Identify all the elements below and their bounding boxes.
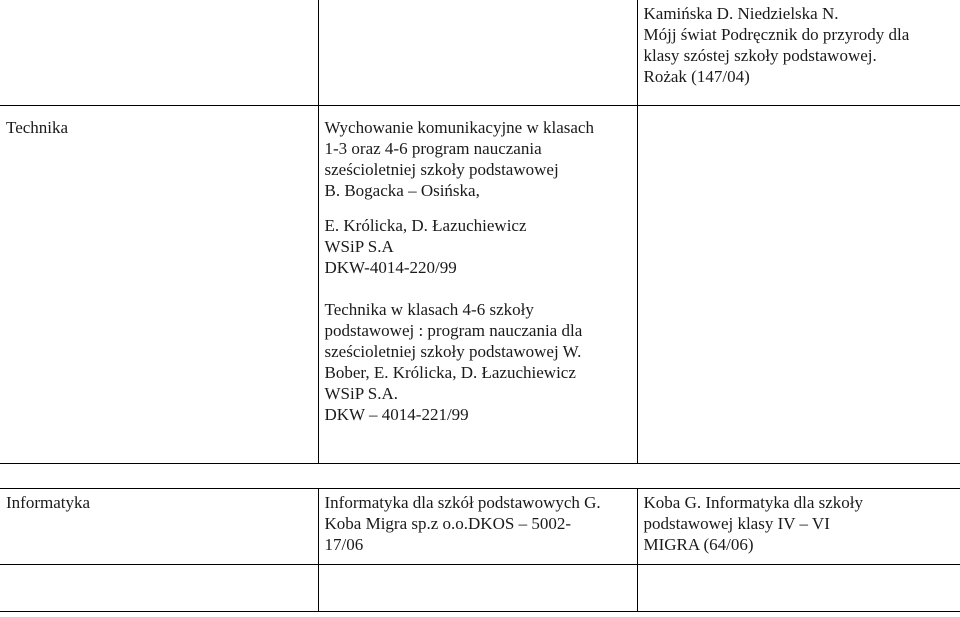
spacer-cell (0, 464, 318, 489)
textbook-line: Koba G. Informatyka dla szkoły (643, 493, 864, 512)
program-cell (318, 0, 637, 106)
table-row-technika (0, 106, 960, 464)
textbook-line: Rożak (147/04) (643, 67, 750, 86)
program-line: B. Bogacka – Osińska, (324, 181, 480, 200)
textbook-line: MIGRA (64/06) (643, 535, 754, 554)
table-row-przyroda (0, 0, 960, 106)
program-line: Wychowanie komunikacyjne w klasach (324, 118, 594, 137)
program-line: DKW-4014-220/99 (324, 258, 457, 277)
program-line: 17/06 (324, 535, 364, 554)
line-gap (325, 201, 631, 215)
table-row-informatyka (0, 489, 960, 565)
textbook-line: Mójj świat Podręcznik do przyrody dla (643, 25, 910, 44)
subject-label: Informatyka (6, 493, 91, 512)
program-line: 1-3 oraz 4-6 program nauczania (324, 139, 542, 158)
program-line: E. Królicka, D. Łazuchiewicz (324, 216, 527, 235)
program-line: Informatyka dla szkół podstawowych G. (324, 493, 601, 512)
program-line: Bober, E. Królicka, D. Łazuchiewicz (324, 363, 576, 382)
textbook-cell (637, 106, 960, 464)
textbook-cell (637, 0, 960, 106)
textbook-cell (637, 489, 960, 565)
program-line: Koba Migra sp.z o.o.DKOS – 5002- (324, 514, 571, 533)
subject-label: Technika (6, 118, 69, 137)
subject-cell (0, 489, 318, 565)
textbook-line: podstawowej klasy IV – VI (643, 514, 830, 533)
program-line: podstawowej : program nauczania dla (324, 321, 583, 340)
program-cell (318, 565, 637, 612)
program-line: WSiP S.A (324, 237, 394, 256)
subject-cell (0, 106, 318, 464)
line-gap (325, 278, 631, 299)
program-line: sześcioletniej szkoły podstawowej W. (324, 342, 582, 361)
textbook-line: klasy szóstej szkoły podstawowej. (643, 46, 877, 65)
table-row-empty (0, 565, 960, 612)
textbook-line: Kamińska D. Niedzielska N. (643, 4, 839, 23)
spacer-cell (318, 464, 637, 489)
table-row-spacer (0, 464, 960, 489)
spacer-cell (637, 464, 960, 489)
textbook-cell (637, 565, 960, 612)
program-cell (318, 489, 637, 565)
program-line: sześcioletniej szkoły podstawowej (324, 160, 559, 179)
subject-cell (0, 0, 318, 106)
program-line: Technika w klasach 4-6 szkoły (324, 300, 534, 319)
program-line: DKW – 4014-221/99 (324, 405, 469, 424)
program-line: WSiP S.A. (324, 384, 399, 403)
subject-cell (0, 565, 318, 612)
program-cell (318, 106, 637, 464)
